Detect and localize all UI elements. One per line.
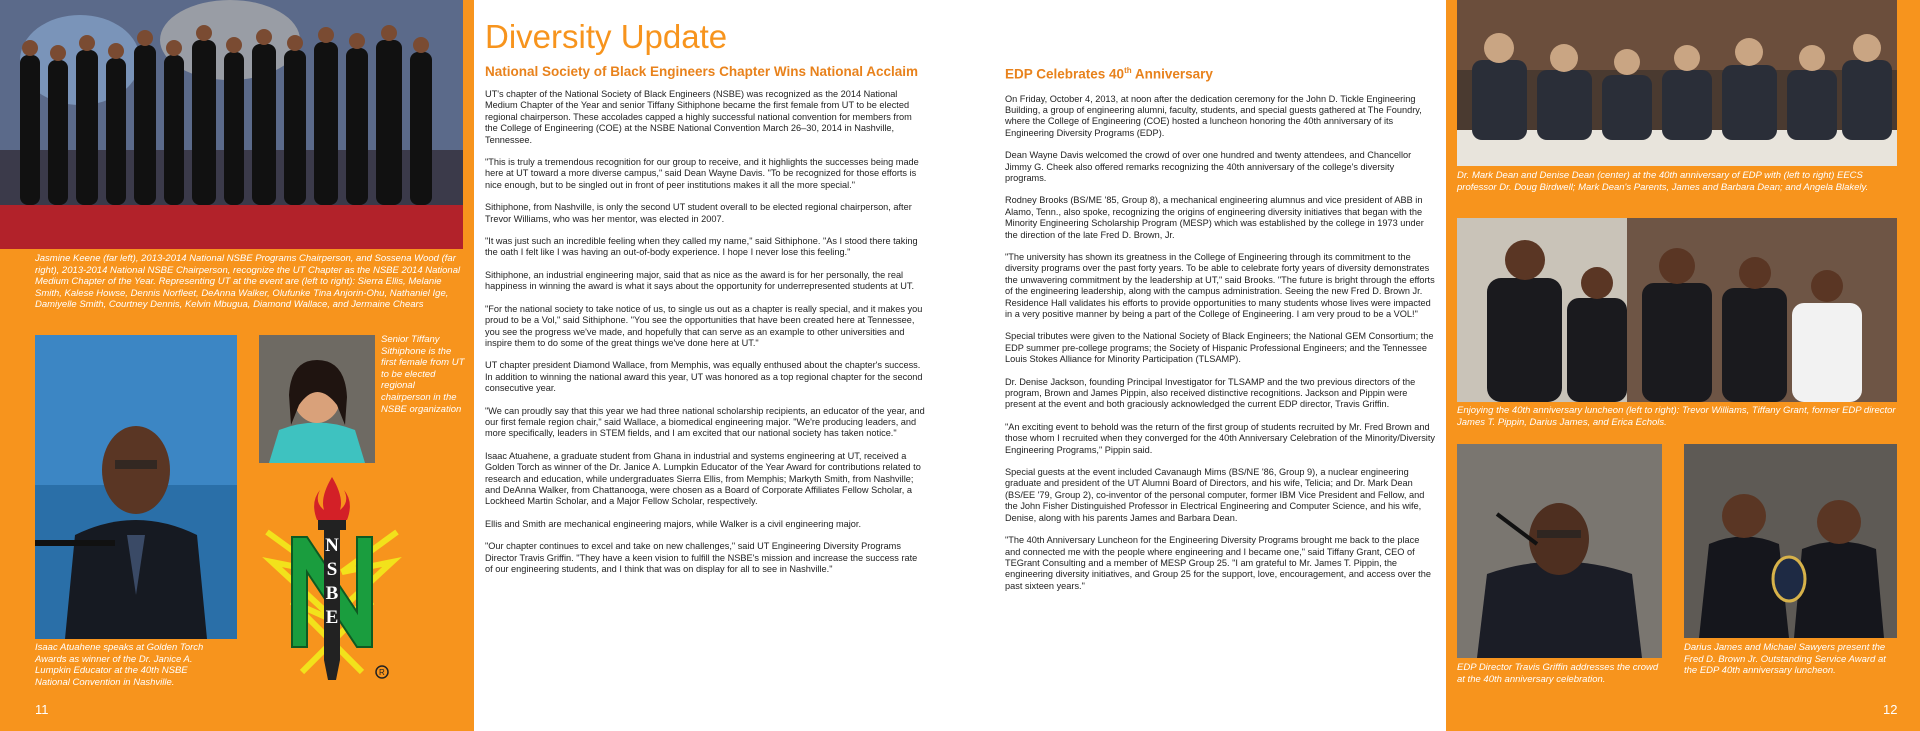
logo-letter: E <box>325 607 339 628</box>
article-edp-headline-main: EDP Celebrates 40 <box>1005 66 1125 82</box>
paragraph: Dr. Denise Jackson, founding Principal Investigator for TLSAMP and the two previous directors of the program, Brown and James Pippin, also received distinctive recognitions. Jackson and Pippin were present at the event and both graciously acknowledged the current EDP director, Travis Griffin. <box>1005 376 1416 410</box>
page-title-part2: Update <box>620 18 728 55</box>
paragraph: "It was just such an incredible feeling when they called my name," said Sithiphone. "As I stood there taking the oath I felt like I was having an out-of-body experience. I hope I never lose this feeling." <box>485 236 918 258</box>
page-number-left: 11 <box>35 702 49 717</box>
paragraph: Sithiphone, from Nashville, is only the second UT student overall to be elected regional chairperson, after Trevor Williams, who was her mentor, was elected in 2007. <box>485 202 912 224</box>
photo-travis-griffin <box>1457 444 1662 658</box>
paragraph: "An exciting event to behold was the return of the first group of students recruited by Mr. Fred Brown and those whom I recruited when they converged for the 40th Anniversary Celebration of the Minority/Diversity Engineering Programs," Pippin said. <box>1005 421 1435 455</box>
paragraph: "For the national society to take notice of us, to single us out as a chapter is really special, and it makes you proud to be a Vol," said Sithiphone. "You see the opportunities that have been created here at Tennessee, you see the progress we've made, and hopefully that can serve as an example to other universities and inspire them to do some of the great things we've done here at UT." <box>485 303 923 348</box>
page-number-right: 12 <box>1883 702 1898 717</box>
logo-letter: S <box>326 559 338 580</box>
page-title <box>485 18 925 56</box>
right-panel <box>1446 0 1920 731</box>
article-edp-headline <box>1005 66 1435 82</box>
photo-award-presentation-caption: Darius James and Michael Sawyers present the Fred D. Brown Jr. Outstanding Service Award at the EDP 40th anniversary luncheon. <box>1684 642 1886 677</box>
photo-isaac-atuahene-caption: Isaac Atuahene speaks at Golden Torch Awards as winner of the Dr. Janice A. Lumpkin Educator at the 40th NSBE National Convention in Nashville. <box>35 642 204 688</box>
article-edp-body <box>1005 94 1435 593</box>
photo-travis-griffin-caption: EDP Director Travis Griffin addresses the crowd at the 40th anniversary celebration. <box>1457 662 1659 685</box>
paragraph: Rodney Brooks (BS/ME '85, Group 8), a mechanical engineering alumnus and vice president of ABB in Alamo, Tenn., also spoke, recognizing the origins of engineering diversity initiatives that began with the Minority Engineering Scholarship Program (MESP) which was established by the college in 1973 under the direction of the late Fred D. Brown, Jr. <box>1005 195 1424 240</box>
paragraph: "The university has shown its greatness in the College of Engineering through its commitment to the diversity programs over the past forty years. To be able to celebrate forty years of diversity demonstrates the unwavering commitment by the leadership at UT," said Brooks. "The future is bright through the efforts of the engineering leadership, along with the campus administration. Seeing the new Fred D. Brown Jr. Residence Hall validates his efforts to provide opportunities to many students whose lives were impacted in a very positive manner by being a part of the College of Engineering. I am very proud to be a VOL!" <box>1005 251 1435 319</box>
paragraph: On Friday, October 4, 2013, at noon after the dedication ceremony for the John D. Tickle Engineering Building, a group of engineering alumni, faculty, students, and special guests gathered at The Foundry, where the College of Engineering (COE) hosted a luncheon honoring the 40th anniversary of its Engineering Diversity Programs (EDP). <box>1005 93 1422 138</box>
photo-nsbe-group-caption: Jasmine Keene (far left), 2013-2014 National NSBE Programs Chairperson, and Sossena Wood (far right), 2013-2014 National NSBE Chairperson, recognize the UT Chapter as the NSBE 2014 National Medium Chapter of the Year. Representing UT at the event are (left to right): Sierra Ellis, Melanie Smith, Kalese Howse, Dennis Norfleet, DeAnna Walker, Olufunke Tina Anjorin-Ohu, Nathaniel Ige, Damiyelle Smith, Courtney Dennis, Kelvin Mbugua, Diamond Wallace, and Jermaine Chears <box>35 253 461 311</box>
article-nsbe-headline: National Society of Black Engineers Chapter Wins National Acclaim <box>485 64 918 79</box>
paragraph: "Our chapter continues to excel and take on new challenges," said UT Engineering Diversity Programs Director Travis Griffin. "They have a keen vision to fulfill the NSBE's mission and increase the success rate of our engineering students, and I think that was on display for all to see in Nashville." <box>485 541 918 574</box>
paragraph: Special guests at the event included Cavanaugh Mims (BS/NE '86, Group 9), a nuclear engineering graduate and president of the UT Alumni Board of Directors, and his wife, Telicia; and Dr. Mark Dean (BS/EE '79, Group 2), co-inventor of the personal computer, former IBM Vice President and Fellow, and the John Fisher Distinguished Professor in Electrical Engineering and Computer Science, and his wife, Denise, along with his parents James and Barbara Dean. <box>1005 467 1425 523</box>
photo-edp-group <box>1457 218 1897 402</box>
paragraph: Sithiphone, an industrial engineering major, said that as nice as the award is for her personally, the real happiness in winning the award is what it says about the opportunity for underrepresented students at UT. <box>485 269 915 292</box>
paragraph: Isaac Atuahene, a graduate student from Ghana in industrial and systems engineering at UT, received a Golden Torch as winner of the Dr. Janice A. Lumpkin Educator of the Year Award for contributions related to research and education, while undergraduates Sierra Ellis, from Memphis; Markyth Smith, from Nashville; and DeAnna Walker, from Chattanooga, were chosen as a Board of Corporate Affiliates Fellow Scholar, a Lockheed Martin Scholar, and a Major Fellow Scholar, respectively. <box>485 450 921 507</box>
photo-tiffany-sithiphone-caption: Senior Tiffany Sithiphone is the first female from UT to be elected regional chairperson in the NSBE organization <box>381 334 465 415</box>
paragraph: Special tributes were given to the National Society of Black Engineers; the National GEM Consortium; the EDP summer pre-college programs; the Society of Hispanic Professional Engineers; and the Tennessee Louis Stokes Alliance for Minority Participation (TLSAMP). <box>1005 331 1434 365</box>
paragraph: Dean Wayne Davis welcomed the crowd of over one hundred and twenty attendees, and Chancellor Jimmy G. Cheek also offered remarks recognizing the 40th anniversary of the college's diversity programs. <box>1005 150 1412 183</box>
photo-tiffany-sithiphone <box>259 335 375 463</box>
paragraph: UT's chapter of the National Society of Black Engineers (NSBE) was recognized as the 2014 National Medium Chapter of the Year and senior Tiffany Sithiphone became the first female from UT to be elected regional chairperson. These accolades capped a highly successful national convention for members from the College of Engineering (COE) at the NSBE National Convention March 26–30, 2014 in Nashville, Tennessee. <box>485 89 912 145</box>
paragraph: "We can proudly say that this year we had three national scholarship recipients, an educator of the year, and our first female region chair," said Wallace, a biomedical engineering major. "We're producing leaders, and more specifically, leaders in STEM fields, and I am excited that our national society has taken notice." <box>485 405 925 439</box>
article-edp-headline-sup: th <box>1124 66 1132 75</box>
article-nsbe-body <box>485 89 925 575</box>
logo-letter: B <box>325 583 339 604</box>
photo-award-presentation <box>1684 444 1897 638</box>
logo-letter: N <box>325 535 339 556</box>
photo-nsbe-group <box>0 0 463 249</box>
photo-isaac-atuahene <box>35 335 237 639</box>
left-panel <box>0 0 474 731</box>
photo-mark-dean-table <box>1457 0 1897 166</box>
paragraph: "The 40th Anniversary Luncheon for the Engineering Diversity Programs brought me back to the place and connected me with the people where engineering and I became one," said Tiffany Grant, CEO of TEGrant Consulting and a member of MESP Group 25. "I am grateful to Mr. James T. Pippin, the engineering diversity initiatives, and Group 25 for the support, love, encouragement, and access over the past sixteen years." <box>1005 535 1431 591</box>
paragraph: Ellis and Smith are mechanical engineering majors, while Walker is a civil engineering major. <box>485 518 862 529</box>
nsbe-logo <box>262 472 402 687</box>
article-edp-headline-end: Anniversary <box>1131 66 1213 82</box>
svg-text:R: R <box>379 668 385 677</box>
nsbe-logo-letters <box>319 534 345 630</box>
paragraph: UT chapter president Diamond Wallace, from Memphis, was equally enthused about the chapter's success. In addition to winning the national award this year, UT was honored as a top regional chapter for the second consecutive year. <box>485 360 923 394</box>
article-nsbe <box>485 18 925 586</box>
photo-mark-dean-table-caption: Dr. Mark Dean and Denise Dean (center) at the 40th anniversary of EDP with (left to right) EECS professor Dr. Doug Birdwell; Mark Dean's Parents, James and Barbara Dean; and Angela Blakely. <box>1457 170 1869 193</box>
paragraph: "This is truly a tremendous recognition for our group to receive, and it highlights the successes being made here at UT toward a more diverse campus," said Dean Wayne Davis. "To be recognized for those efforts is nice enough, but to be singled out in front of peer institutions makes it all the more special." <box>485 157 919 190</box>
article-edp <box>1005 66 1435 603</box>
page-title-part1: Diversity <box>485 18 621 55</box>
photo-edp-group-caption: Enjoying the 40th anniversary luncheon (left to right): Trevor Williams, Tiffany Grant, former EDP director James T. Pippin, Darius James, and Erica Echols. <box>1457 405 1896 428</box>
